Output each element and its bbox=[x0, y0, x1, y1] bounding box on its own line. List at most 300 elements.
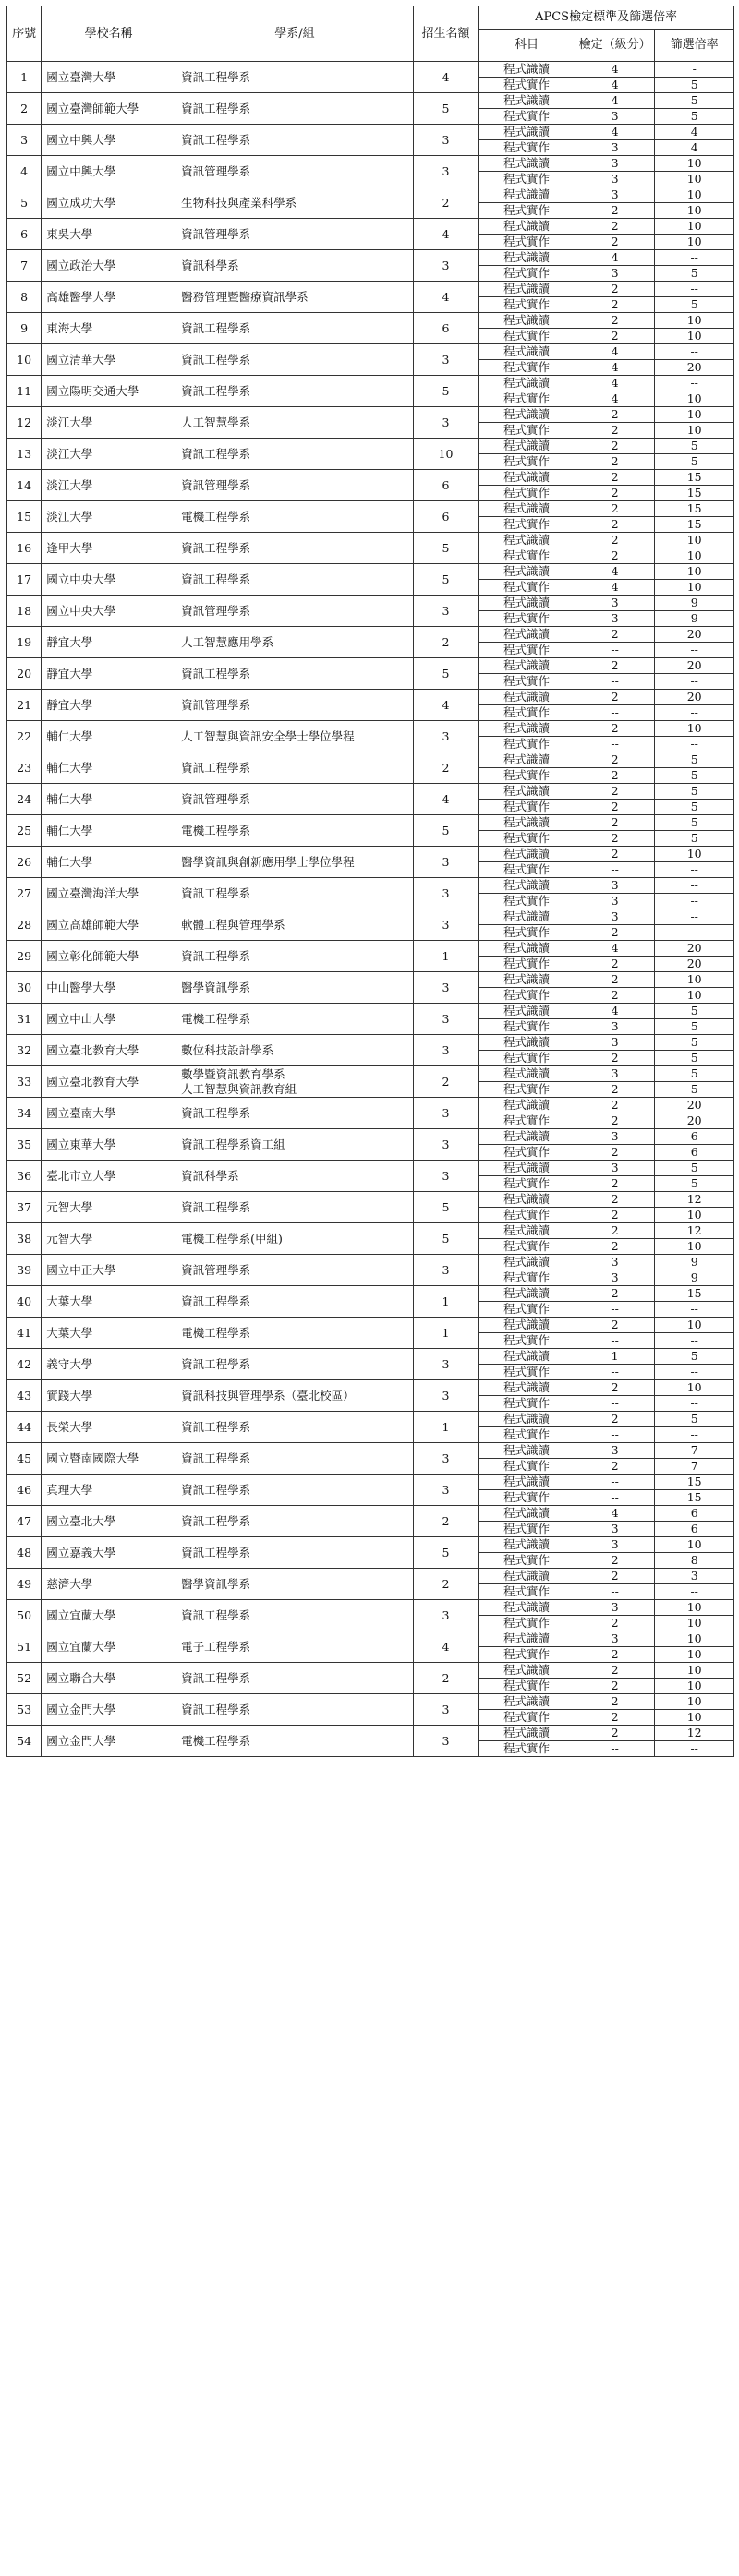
row-level: 3 bbox=[575, 596, 655, 611]
row-dept: 電機工程學系 bbox=[176, 1004, 414, 1035]
row-level: -- bbox=[575, 643, 655, 658]
row-level: 2 bbox=[575, 784, 655, 800]
row-level: 3 bbox=[575, 140, 655, 156]
row-subject: 程式實作 bbox=[479, 1396, 575, 1412]
row-seq: 48 bbox=[7, 1537, 42, 1569]
row-seq: 24 bbox=[7, 784, 42, 815]
row-level: 3 bbox=[575, 1537, 655, 1553]
table-row bbox=[7, 533, 734, 548]
row-ratio: 10 bbox=[655, 1208, 734, 1223]
row-school: 東海大學 bbox=[42, 313, 176, 344]
row-level: 3 bbox=[575, 1255, 655, 1270]
row-seq: 43 bbox=[7, 1380, 42, 1412]
row-subject: 程式識讀 bbox=[479, 313, 575, 329]
row-subject: 程式實作 bbox=[479, 1270, 575, 1286]
row-level: 2 bbox=[575, 329, 655, 344]
row-school: 國立臺灣海洋大學 bbox=[42, 878, 176, 909]
row-seq: 29 bbox=[7, 941, 42, 972]
row-level: -- bbox=[575, 674, 655, 690]
row-level: -- bbox=[575, 1584, 655, 1600]
row-level: 2 bbox=[575, 988, 655, 1004]
row-dept: 資訊工程學系 bbox=[176, 376, 414, 407]
row-quota: 4 bbox=[413, 62, 478, 93]
row-ratio: 3 bbox=[655, 1569, 734, 1584]
row-subject: 程式實作 bbox=[479, 988, 575, 1004]
row-seq: 9 bbox=[7, 313, 42, 344]
table-row bbox=[7, 1318, 734, 1333]
row-ratio: 10 bbox=[655, 219, 734, 235]
row-ratio: 10 bbox=[655, 313, 734, 329]
table-row bbox=[7, 847, 734, 862]
row-dept: 醫學資訊學系 bbox=[176, 972, 414, 1004]
row-level: 2 bbox=[575, 1051, 655, 1066]
row-seq: 32 bbox=[7, 1035, 42, 1066]
row-level: -- bbox=[575, 1365, 655, 1380]
row-ratio: 15 bbox=[655, 470, 734, 486]
row-level: 2 bbox=[575, 1569, 655, 1584]
row-seq: 27 bbox=[7, 878, 42, 909]
row-subject: 程式識讀 bbox=[479, 972, 575, 988]
row-level: 2 bbox=[575, 721, 655, 737]
row-ratio: -- bbox=[655, 878, 734, 894]
row-level: 2 bbox=[575, 297, 655, 313]
row-ratio: 5 bbox=[655, 1412, 734, 1427]
row-school: 大葉大學 bbox=[42, 1318, 176, 1349]
row-ratio: 15 bbox=[655, 501, 734, 517]
row-dept: 資訊工程學系 bbox=[176, 93, 414, 125]
row-ratio: 8 bbox=[655, 1553, 734, 1569]
row-subject: 程式識讀 bbox=[479, 1223, 575, 1239]
row-ratio: -- bbox=[655, 1396, 734, 1412]
row-subject: 程式實作 bbox=[479, 172, 575, 187]
row-subject: 程式識讀 bbox=[479, 690, 575, 705]
table-row bbox=[7, 313, 734, 329]
row-quota: 3 bbox=[413, 1694, 478, 1726]
row-ratio: -- bbox=[655, 344, 734, 360]
table-row bbox=[7, 815, 734, 831]
row-quota: 5 bbox=[413, 93, 478, 125]
row-level: 3 bbox=[575, 1019, 655, 1035]
row-ratio: -- bbox=[655, 643, 734, 658]
row-ratio: 12 bbox=[655, 1726, 734, 1741]
row-seq: 16 bbox=[7, 533, 42, 564]
row-level: 2 bbox=[575, 1710, 655, 1726]
row-level: 3 bbox=[575, 109, 655, 125]
row-seq: 10 bbox=[7, 344, 42, 376]
row-quota: 5 bbox=[413, 533, 478, 564]
row-quota: 3 bbox=[413, 721, 478, 752]
row-level: 3 bbox=[575, 1631, 655, 1647]
row-quota: 3 bbox=[413, 878, 478, 909]
row-subject: 程式實作 bbox=[479, 1553, 575, 1569]
row-dept: 醫務管理暨醫療資訊學系 bbox=[176, 282, 414, 313]
row-school: 輔仁大學 bbox=[42, 784, 176, 815]
row-ratio: -- bbox=[655, 862, 734, 878]
table-row bbox=[7, 1349, 734, 1365]
table-row bbox=[7, 1663, 734, 1679]
row-quota: 3 bbox=[413, 1098, 478, 1129]
row-level: 3 bbox=[575, 187, 655, 203]
header-apcs-title: APCS檢定標準及篩選倍率 bbox=[479, 6, 734, 30]
row-subject: 程式識讀 bbox=[479, 1631, 575, 1647]
row-subject: 程式實作 bbox=[479, 1459, 575, 1475]
row-subject: 程式識讀 bbox=[479, 815, 575, 831]
row-subject: 程式實作 bbox=[479, 862, 575, 878]
row-seq: 37 bbox=[7, 1192, 42, 1223]
row-seq: 39 bbox=[7, 1255, 42, 1286]
row-subject: 程式識讀 bbox=[479, 439, 575, 454]
row-subject: 程式識讀 bbox=[479, 250, 575, 266]
table-row bbox=[7, 250, 734, 266]
row-school: 國立中興大學 bbox=[42, 156, 176, 187]
row-subject: 程式實作 bbox=[479, 486, 575, 501]
row-ratio: - bbox=[655, 62, 734, 78]
row-ratio: 10 bbox=[655, 1647, 734, 1663]
row-seq: 38 bbox=[7, 1223, 42, 1255]
table-row bbox=[7, 878, 734, 894]
row-quota: 3 bbox=[413, 1004, 478, 1035]
row-level: 2 bbox=[575, 752, 655, 768]
row-dept: 資訊科技與管理學系（臺北校區） bbox=[176, 1380, 414, 1412]
row-dept: 資訊工程學系 bbox=[176, 1600, 414, 1631]
row-school: 高雄醫學大學 bbox=[42, 282, 176, 313]
row-level: -- bbox=[575, 1396, 655, 1412]
row-school: 國立臺北教育大學 bbox=[42, 1066, 176, 1098]
row-subject: 程式實作 bbox=[479, 78, 575, 93]
row-seq: 33 bbox=[7, 1066, 42, 1098]
row-level: 2 bbox=[575, 815, 655, 831]
row-subject: 程式識讀 bbox=[479, 125, 575, 140]
row-ratio: 20 bbox=[655, 957, 734, 972]
row-dept: 資訊科學系 bbox=[176, 1161, 414, 1192]
row-ratio: 10 bbox=[655, 329, 734, 344]
row-ratio: -- bbox=[655, 250, 734, 266]
row-ratio: 5 bbox=[655, 454, 734, 470]
row-dept: 資訊管理學系 bbox=[176, 690, 414, 721]
row-level: 2 bbox=[575, 1239, 655, 1255]
row-quota: 5 bbox=[413, 658, 478, 690]
row-seq: 14 bbox=[7, 470, 42, 501]
row-level: -- bbox=[575, 1475, 655, 1490]
row-ratio: 9 bbox=[655, 596, 734, 611]
row-dept: 資訊科學系 bbox=[176, 250, 414, 282]
row-dept: 電子工程學系 bbox=[176, 1631, 414, 1663]
row-quota: 5 bbox=[413, 564, 478, 596]
row-subject: 程式實作 bbox=[479, 1176, 575, 1192]
row-ratio: 10 bbox=[655, 407, 734, 423]
row-seq: 23 bbox=[7, 752, 42, 784]
row-school: 義守大學 bbox=[42, 1349, 176, 1380]
row-ratio: -- bbox=[655, 1427, 734, 1443]
table-row bbox=[7, 282, 734, 297]
row-seq: 34 bbox=[7, 1098, 42, 1129]
row-dept: 資訊工程學系 bbox=[176, 941, 414, 972]
row-subject: 程式實作 bbox=[479, 831, 575, 847]
row-ratio: 6 bbox=[655, 1506, 734, 1522]
row-seq: 1 bbox=[7, 62, 42, 93]
row-quota: 6 bbox=[413, 501, 478, 533]
row-level: 2 bbox=[575, 1679, 655, 1694]
row-subject: 程式識讀 bbox=[479, 1694, 575, 1710]
table-row bbox=[7, 1192, 734, 1208]
row-quota: 3 bbox=[413, 1035, 478, 1066]
table-row bbox=[7, 1098, 734, 1113]
row-subject: 程式識讀 bbox=[479, 941, 575, 957]
row-quota: 3 bbox=[413, 1475, 478, 1506]
row-seq: 7 bbox=[7, 250, 42, 282]
row-level: 3 bbox=[575, 1600, 655, 1616]
table-row bbox=[7, 344, 734, 360]
row-subject: 程式實作 bbox=[479, 674, 575, 690]
row-ratio: 9 bbox=[655, 1270, 734, 1286]
row-ratio: 9 bbox=[655, 611, 734, 627]
table-row bbox=[7, 658, 734, 674]
row-ratio: 10 bbox=[655, 1380, 734, 1396]
table-row bbox=[7, 1255, 734, 1270]
row-level: 2 bbox=[575, 1192, 655, 1208]
row-quota: 3 bbox=[413, 250, 478, 282]
row-subject: 程式實作 bbox=[479, 1710, 575, 1726]
row-level: -- bbox=[575, 862, 655, 878]
row-ratio: 10 bbox=[655, 1616, 734, 1631]
row-dept: 資訊工程學系資工組 bbox=[176, 1129, 414, 1161]
row-school: 國立彰化師範大學 bbox=[42, 941, 176, 972]
row-level: 4 bbox=[575, 391, 655, 407]
row-level: 3 bbox=[575, 909, 655, 925]
row-school: 長榮大學 bbox=[42, 1412, 176, 1443]
table-body bbox=[7, 62, 734, 1757]
row-ratio: 15 bbox=[655, 486, 734, 501]
row-quota: 4 bbox=[413, 1631, 478, 1663]
row-ratio: 20 bbox=[655, 690, 734, 705]
row-level: -- bbox=[575, 1302, 655, 1318]
row-subject: 程式實作 bbox=[479, 140, 575, 156]
row-ratio: 10 bbox=[655, 1600, 734, 1616]
row-school: 國立陽明交通大學 bbox=[42, 376, 176, 407]
row-quota: 4 bbox=[413, 219, 478, 250]
row-level: 2 bbox=[575, 501, 655, 517]
header-ratio: 篩選倍率 bbox=[655, 30, 734, 62]
row-ratio: 10 bbox=[655, 172, 734, 187]
row-quota: 3 bbox=[413, 1380, 478, 1412]
row-subject: 程式識讀 bbox=[479, 1286, 575, 1302]
row-quota: 2 bbox=[413, 1506, 478, 1537]
row-dept: 資訊工程學系 bbox=[176, 533, 414, 564]
row-ratio: 5 bbox=[655, 815, 734, 831]
row-subject: 程式實作 bbox=[479, 894, 575, 909]
row-level: 2 bbox=[575, 548, 655, 564]
row-dept: 生物科技與產業科學系 bbox=[176, 187, 414, 219]
row-subject: 程式實作 bbox=[479, 1647, 575, 1663]
row-subject: 程式識讀 bbox=[479, 1129, 575, 1145]
row-dept: 資訊工程學系 bbox=[176, 1286, 414, 1318]
row-subject: 程式識讀 bbox=[479, 1443, 575, 1459]
row-quota: 1 bbox=[413, 1286, 478, 1318]
table-row bbox=[7, 1035, 734, 1051]
row-quota: 2 bbox=[413, 187, 478, 219]
row-school: 國立臺南大學 bbox=[42, 1098, 176, 1129]
row-quota: 5 bbox=[413, 1537, 478, 1569]
row-school: 國立金門大學 bbox=[42, 1726, 176, 1757]
row-subject: 程式實作 bbox=[479, 329, 575, 344]
row-ratio: 10 bbox=[655, 1710, 734, 1726]
row-level: 3 bbox=[575, 1270, 655, 1286]
row-ratio: 10 bbox=[655, 988, 734, 1004]
row-seq: 52 bbox=[7, 1663, 42, 1694]
row-level: 4 bbox=[575, 62, 655, 78]
header-level: 檢定（級分） bbox=[575, 30, 655, 62]
row-school: 逢甲大學 bbox=[42, 533, 176, 564]
row-quota: 3 bbox=[413, 407, 478, 439]
table-row bbox=[7, 941, 734, 957]
row-subject: 程式識讀 bbox=[479, 1726, 575, 1741]
row-school: 國立中央大學 bbox=[42, 596, 176, 627]
row-subject: 程式識讀 bbox=[479, 533, 575, 548]
row-subject: 程式實作 bbox=[479, 643, 575, 658]
row-subject: 程式識讀 bbox=[479, 1475, 575, 1490]
row-seq: 21 bbox=[7, 690, 42, 721]
row-school: 國立嘉義大學 bbox=[42, 1537, 176, 1569]
row-dept: 資訊工程學系 bbox=[176, 439, 414, 470]
row-level: 2 bbox=[575, 1145, 655, 1161]
row-level: 4 bbox=[575, 125, 655, 140]
row-quota: 3 bbox=[413, 1443, 478, 1475]
header-school: 學校名稱 bbox=[42, 6, 176, 62]
row-dept: 資訊工程學系 bbox=[176, 878, 414, 909]
row-dept: 人工智慧與資訊安全學士學位學程 bbox=[176, 721, 414, 752]
row-subject: 程式實作 bbox=[479, 517, 575, 533]
table-row bbox=[7, 1443, 734, 1459]
row-ratio: 10 bbox=[655, 564, 734, 580]
table-row bbox=[7, 1286, 734, 1302]
row-ratio: 10 bbox=[655, 580, 734, 596]
row-school: 國立清華大學 bbox=[42, 344, 176, 376]
row-subject: 程式識讀 bbox=[479, 219, 575, 235]
row-ratio: 5 bbox=[655, 1082, 734, 1098]
row-seq: 40 bbox=[7, 1286, 42, 1318]
row-dept: 資訊工程學系 bbox=[176, 344, 414, 376]
table-row bbox=[7, 564, 734, 580]
row-level: 2 bbox=[575, 925, 655, 941]
row-ratio: 12 bbox=[655, 1192, 734, 1208]
row-ratio: 15 bbox=[655, 1490, 734, 1506]
row-subject: 程式實作 bbox=[479, 1019, 575, 1035]
row-school: 淡江大學 bbox=[42, 470, 176, 501]
row-seq: 4 bbox=[7, 156, 42, 187]
row-seq: 54 bbox=[7, 1726, 42, 1757]
row-school: 元智大學 bbox=[42, 1192, 176, 1223]
row-seq: 22 bbox=[7, 721, 42, 752]
row-quota: 3 bbox=[413, 156, 478, 187]
row-quota: 3 bbox=[413, 1129, 478, 1161]
row-subject: 程式識讀 bbox=[479, 658, 575, 674]
table-row bbox=[7, 627, 734, 643]
row-subject: 程式實作 bbox=[479, 1302, 575, 1318]
admissions-table bbox=[6, 6, 734, 1757]
row-ratio: 5 bbox=[655, 1176, 734, 1192]
row-quota: 5 bbox=[413, 1223, 478, 1255]
row-school: 國立宜蘭大學 bbox=[42, 1631, 176, 1663]
row-quota: 3 bbox=[413, 125, 478, 156]
row-ratio: 10 bbox=[655, 548, 734, 564]
row-school: 國立臺北大學 bbox=[42, 1506, 176, 1537]
row-seq: 2 bbox=[7, 93, 42, 125]
row-level: 2 bbox=[575, 1082, 655, 1098]
row-ratio: 10 bbox=[655, 1239, 734, 1255]
row-ratio: -- bbox=[655, 1584, 734, 1600]
row-school: 靜宜大學 bbox=[42, 627, 176, 658]
row-ratio: 5 bbox=[655, 1004, 734, 1019]
row-subject: 程式識讀 bbox=[479, 62, 575, 78]
row-dept: 資訊管理學系 bbox=[176, 784, 414, 815]
row-ratio: -- bbox=[655, 282, 734, 297]
row-dept: 資訊工程學系 bbox=[176, 752, 414, 784]
row-ratio: -- bbox=[655, 376, 734, 391]
row-quota: 3 bbox=[413, 344, 478, 376]
row-school: 國立東華大學 bbox=[42, 1129, 176, 1161]
row-ratio: 20 bbox=[655, 1098, 734, 1113]
row-seq: 35 bbox=[7, 1129, 42, 1161]
table-row bbox=[7, 1004, 734, 1019]
row-subject: 程式識讀 bbox=[479, 1098, 575, 1113]
row-ratio: 6 bbox=[655, 1522, 734, 1537]
row-school: 國立臺灣師範大學 bbox=[42, 93, 176, 125]
row-level: 2 bbox=[575, 957, 655, 972]
table-header bbox=[7, 6, 734, 62]
row-subject: 程式識讀 bbox=[479, 1255, 575, 1270]
row-level: 2 bbox=[575, 407, 655, 423]
row-dept: 資訊工程學系 bbox=[176, 658, 414, 690]
row-level: 4 bbox=[575, 78, 655, 93]
row-subject: 程式識讀 bbox=[479, 1537, 575, 1553]
row-ratio: 5 bbox=[655, 297, 734, 313]
row-subject: 程式實作 bbox=[479, 768, 575, 784]
row-ratio: 10 bbox=[655, 187, 734, 203]
table-row bbox=[7, 1412, 734, 1427]
row-subject: 程式識讀 bbox=[479, 1004, 575, 1019]
table-row bbox=[7, 1223, 734, 1239]
row-seq: 50 bbox=[7, 1600, 42, 1631]
row-school: 輔仁大學 bbox=[42, 847, 176, 878]
row-quota: 4 bbox=[413, 282, 478, 313]
table-row bbox=[7, 721, 734, 737]
row-ratio: -- bbox=[655, 705, 734, 721]
row-dept: 電機工程學系 bbox=[176, 815, 414, 847]
row-ratio: 5 bbox=[655, 266, 734, 282]
row-school: 國立中興大學 bbox=[42, 125, 176, 156]
row-ratio: 15 bbox=[655, 1286, 734, 1302]
row-subject: 程式實作 bbox=[479, 1616, 575, 1631]
row-seq: 41 bbox=[7, 1318, 42, 1349]
table-row bbox=[7, 972, 734, 988]
row-school: 慈濟大學 bbox=[42, 1569, 176, 1600]
table-row bbox=[7, 407, 734, 423]
row-school: 國立中央大學 bbox=[42, 564, 176, 596]
row-ratio: 10 bbox=[655, 1663, 734, 1679]
row-ratio: 10 bbox=[655, 533, 734, 548]
row-level: 2 bbox=[575, 1694, 655, 1710]
row-level: 4 bbox=[575, 1004, 655, 1019]
row-level: 4 bbox=[575, 250, 655, 266]
row-school: 淡江大學 bbox=[42, 407, 176, 439]
row-ratio: 5 bbox=[655, 831, 734, 847]
row-quota: 3 bbox=[413, 847, 478, 878]
row-ratio: -- bbox=[655, 674, 734, 690]
row-subject: 程式識讀 bbox=[479, 407, 575, 423]
table-row bbox=[7, 219, 734, 235]
row-quota: 3 bbox=[413, 972, 478, 1004]
row-level: 2 bbox=[575, 1286, 655, 1302]
